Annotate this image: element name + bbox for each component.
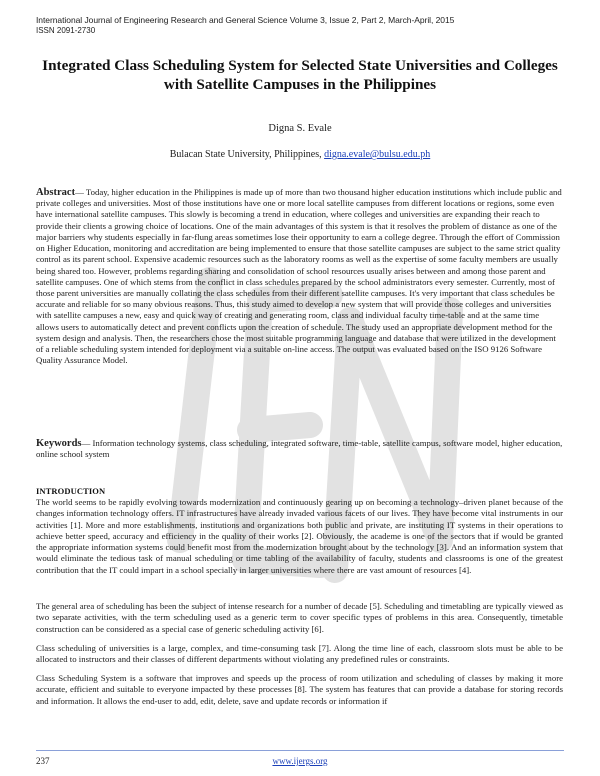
page-number: 237	[36, 756, 50, 766]
affiliation	[0, 149, 600, 160]
issn-label: ISSN 2091-2730	[36, 26, 96, 35]
intro-paragraph-2: The general area of scheduling has been the subject of intense research for a number of decade [5]. Scheduling and timetabling are typically viewed as two separate activities, with the term scheduling used as a generic term to cover specific types of problems in this area. Consequently, timetable construction can be considered as a special case of generic scheduling activity [6].	[36, 601, 563, 634]
intro-paragraph-4: Class Scheduling System is a software that improves and speeds up the process of room utilization and scheduling of classes by making it more accurate, efficient and suitable to everyone impacted by these processes [8]. The system has features that can provide a database for storing records and information. It allows the end-user to add, edit, delete, save and update records or information if	[36, 673, 563, 706]
footer-divider	[36, 750, 564, 751]
journal-header: International Journal of Engineering Research and General Science Volume 3, Issue 2, Part 2, March-April, 2015	[36, 15, 455, 25]
footer-website	[0, 756, 600, 766]
paper-title: Integrated Class Scheduling System for Selected State Universities and Colleges with Satellite Campuses in the Philippines	[42, 57, 558, 93]
affiliation-text: Bulacan State University, Philippines,	[169, 149, 325, 160]
keywords	[36, 438, 563, 461]
abstract	[36, 187, 563, 367]
keywords-text: — Information technology systems, class scheduling, integrated software, time-table, satellite campus, software model, higher education, online school system	[36, 438, 563, 460]
author-name: Digna S. Evale	[268, 123, 332, 134]
keywords-label: Keywords	[36, 438, 82, 449]
intro-paragraph-1: The world seems to be rapidly evolving towards modernization and continuously gearing up on becoming a technology–driven planet because of the changes information technology offers. IT infrastructures have already invaded various facets of our lives. They have become vital instruments in our activities [1]. More and more establishments, institutions and organizations both public and private, are instituting IT systems in their operations to achieve better speed, accuracy and efficiency in the quality of their works [2]. Obviously, the academe is one of the sectors that if would be granted the appropriate information systems could benefit most from the modernization brought about by the technology [3]. And an information system that would eliminate the tedious task of manual scheduling or time tabling of the availability of faculty, students and classrooms is one of the greatest contribution that the IT could impart in a school specially in larger universities where there are vast amount of resources [4].	[36, 497, 563, 575]
section-heading-introduction: INTRODUCTION	[36, 486, 106, 496]
website-link[interactable]: www.ijergs.org	[272, 756, 328, 766]
abstract-text: — Today, higher education in the Philippines is made up of more than two thousand higher education institutions which include public and private colleges and universities. Most of those institutions have one or more local satellite campuses from different locations or regions, some even have international satellite campuses. This slowly is becoming a trend in education, where colleges and universities are expanding their reach to provide their clients a growing choice of locations. One of the main advantages of this system is that it resolves the problem of distance as one of the major barriers why students especially in far-flung areas sometimes lose their opportunity to earn a college degree. Through the effort of Commission on Higher Education, monitoring and accreditation are being implemented to ensure that those satellite campuses are subject to the same strict quality control as its parent school. Expensive academic resources such as the laboratory rooms as well as the expertise of some faculty members are usually being shared too. However, problems regarding sharing and consolidation of school resources usually arises between and among those parent and satellite campuses. One of which stems from the conflict in class schedules prepared by the school administrators every semester. Currently, most of those parent universities are manually collating the class schedules from their different satellite campuses. It's very important that class schedules be accurate and reliable for so many obvious reasons. Thus, this study aimed to develop a new system that will provide those colleges and universities with satellite campuses a new, easy and quick way of creating and generating room, class and individual faculty time-table and at the same time allows users to automatically detect and prevent conflicts upon the creation of schedule. The study used an appropriate development method for the system design and analysis. Then, the researchers chose the most suitable programming language and database that were utilized in the development of a reliable scheduling system intended for deployment via a suitable on-line access. The output was evaluated based on the ISO 9126 Software Quality Assurance Model.	[36, 187, 562, 366]
intro-paragraph-3: Class scheduling of universities is a large, complex, and time-consuming task [7]. Along the time line of each, classroom slots must be able to be allocated to instructors and their classes of different departments without violating any predefined rules or constraints.	[36, 643, 563, 665]
author-email-link[interactable]: digna.evale@bulsu.edu.ph	[324, 149, 431, 160]
abstract-label: Abstract	[36, 187, 76, 198]
